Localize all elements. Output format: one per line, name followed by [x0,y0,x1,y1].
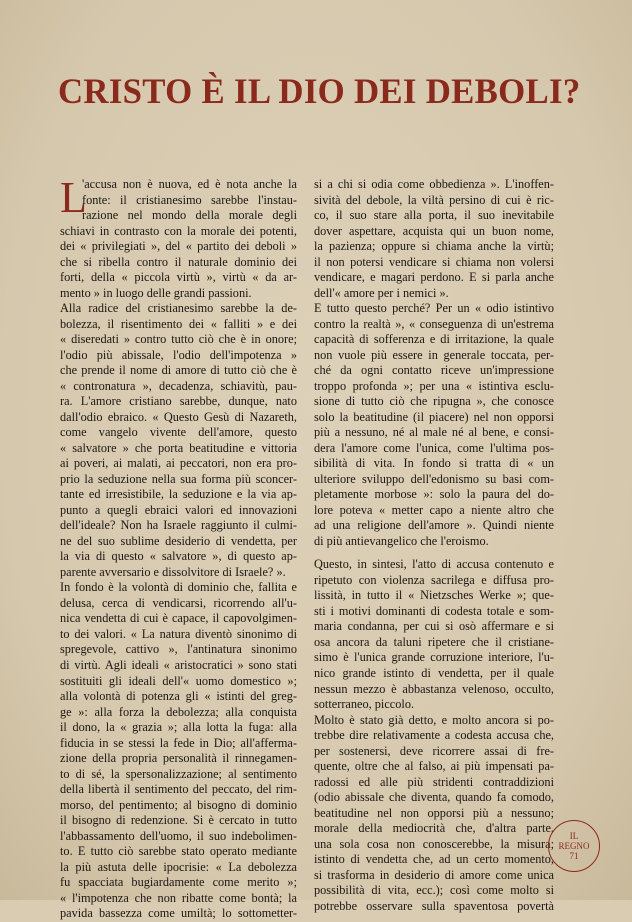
text-line: schiavi in contrasto con la morale dei potenti, [60,223,297,238]
text-line: sostituiti gli ideali dell'« uomo domestico »; [60,673,297,688]
text-line: sione di tutto ciò che ripugna », che conosce [314,394,554,409]
text-line: la via di questo « salvatore », di questo ap- [60,549,297,564]
text-line: simo è l'unica grande corruzione interiore, l'u- [314,650,554,665]
text-line: punto a quegli ebraici valori ed innovazioni [60,502,297,517]
text-line: la più astuta delle ipocrisie: « La debolezza [60,859,297,874]
text-line: possibilità di vita, ecc.); così come molto si [314,883,554,898]
page-number: 71 [569,851,579,861]
text-line: osa ancora da taluni ripetere che il cristiane- [314,634,554,649]
text-line: « l'impotenza che non ribatte come bontà; la [60,890,297,905]
drop-cap: L [60,173,87,222]
text-line: sibilità di vita. In fondo si tratta di « un [314,456,554,471]
text-line: troppo profonda »; per una « istintiva esclu- [314,378,554,393]
text-line: capacità di sofferenza e di irritazione, la quale [314,332,554,347]
text-line: E tutto questo perché? Per un « odio istintivo [314,301,554,316]
right-paragraph-2 [314,557,554,914]
text-line: fonte: il cristianesimo sarebbe l'instau- [82,192,297,207]
text-line: Alla radice del cristianesimo sarebbe la de- [60,301,297,316]
text-line: come vangelo vivente dell'amore, questo [60,425,297,440]
text-line: « salvatore » che porta beatitudine e vittoria [60,440,297,455]
text-line: lore poteva « metter capo a niente altro che [314,502,554,517]
text-line: 'accusa non è nuova, ed è nota anche la [82,177,297,191]
text-line: di più antievangelico che l'eroismo. [314,533,489,548]
text-line: che si ribella contro il naturale dominio dei [60,254,297,269]
text-line: il non potersi vendicare si chiama non volersi [314,254,554,269]
text-line: Molto è stato già detto, e molto ancora si po- [314,712,554,727]
text-line: di virtù. Agli ideali « aristocratici » sono stati [60,657,297,672]
text-line: Questo, in sintesi, l'atto di accusa contenuto e [314,557,554,572]
text-line: ra. L'amore cristiano sarebbe, dunque, nato [60,394,297,409]
text-line: (odio abissale che diventa, quando fa comodo, [314,790,554,805]
text-line: l'odio più abissale, l'odio dell'impotenza » [60,347,297,362]
text-line: ché da ogni contatto riceve un'impressione [314,363,554,378]
text-line: ge »: alla forza la debolezza; alla conquista [60,704,297,719]
text-line: alla volontà di potenza gli « istinti del greg- [60,689,297,704]
text-line: to di sé, la spersonalizzazione; al sentimento [60,766,297,781]
text-line: sti i motivi dominanti di codesta totale e som- [314,603,554,618]
text-line: ad una religione dell'amore ». Quindi niente [314,518,554,533]
text-line: della libertà il sentimento del peccato, del rim- [60,782,297,797]
text-line: l'abbassamento dell'uomo, il suo indebolimen- [60,828,297,843]
text-line: pletamente morbose »: solo la paura del do- [314,487,554,502]
text-line: delusa, cerca di vendicarsi, ricorrendo all'u- [60,595,297,610]
text-line: solo la beatitudine (il piacere) nel non opporsi [314,409,554,424]
text-line: beatitudine nel non opporsi più a nessuno; [314,805,554,820]
text-line: ne del suo sublime desiderio di vendetta, per [60,533,297,548]
text-line: parente avversario e dissolvitore di Israele? ». [60,564,286,579]
text-line: morale della mediocrità che, d'altra parte, [314,821,554,836]
text-line: ulteriore sviluppo dell'edonismo su basi com- [314,471,554,486]
text-line: « diseredati » contro tutto ciò che è in onore; [60,332,297,347]
text-line: ripetuto con violenza sacrilega e diffusa pro- [314,572,554,587]
text-line: prio la seduzione nella sua forma più sconcer- [60,471,297,486]
right-column [314,177,554,914]
text-line: istinto di vendetta che, ad un certo momento, [314,852,554,867]
text-line: che prende il nome di amore di tutto ciò che è [60,363,297,378]
text-line: trebbe dire relativamente a codesta accusa che, [314,728,554,743]
text-line: ai poveri, ai malati, ai peccatori, non era pro- [60,456,297,471]
text-line: In fondo è la volontà di dominio che, fallita e [60,580,297,595]
text-line: sività del debole, la viltà persino di cui è ric- [314,192,554,207]
badge-line-1: IL [569,831,579,841]
text-line: maria condanna, per cui si osò affermare e si [314,619,554,634]
text-line: per sostenersi, deve ricorrere assai di fre- [314,743,554,758]
text-line: il dono, la « grazia »; alla lotta la fuga: alla [60,720,297,735]
text-line: una sola cosa non conoscerebbe, la misura; [314,836,554,851]
text-line: fiducia in se stessi la fede in Dio; all'afferma- [60,735,297,750]
text-line: forti, della « piccola virtù », virtù « da ar- [60,270,297,285]
text-line: dover aspettare, acquista qui un buon nome, [314,223,554,238]
text-line: spregevole, cattivo », l'antinatura sinonimo [60,642,297,657]
text-line: quente, oltre che al falso, ai più impensati pa- [314,759,554,774]
text-line: il bisogno di redenzione. Si è cercato in tutto [60,813,297,828]
text-line: vendicare, e magari perdono. E si parla anche [314,270,554,285]
text-line: non vuole più essere in generale toccata, per- [314,347,554,362]
text-line: to. E tutto ciò sarebbe stato operato mediante [60,844,297,859]
text-line: dei « privilegiati », del « partito dei deboli » [60,239,297,254]
text-line: to dei valori. « La natura diventò sinonimo di [60,626,297,641]
text-line: nessun mezzo è abbastanza velenoso, occulto, [314,681,554,696]
text-line: sotterraneo, piccolo. [314,697,415,712]
text-line: tante ed irresistibile, la seduzione e la via ap- [60,487,297,502]
text-line: radossi ed alle più stridenti contraddizioni [314,774,554,789]
text-line: potrebbe osservare sulla spaventosa povertà [314,898,554,913]
article-title: CRISTO È IL DIO DEI DEBOLI? [58,71,581,111]
text-line: nico grande istinto di vendetta, per il quale [314,665,554,680]
text-line: zione della propria personalità il rinnegamen- [60,751,297,766]
text-line: nica vendetta di cui è capace, il capovolgimen- [60,611,297,626]
page-number-badge [548,820,600,872]
text-line: la pazienza; oppure si chiama anche la virtù; [314,239,554,254]
text-line: lissità, in tutto il « Nietzsches Werke »; que- [314,588,554,603]
text-line: bolezza, il risentimento dei « falliti » e dei [60,316,297,331]
badge-line-2: REGNO [558,841,590,851]
text-line: contro la realtà », « conseguenza di un'estrema [314,316,554,331]
text-line: « contronatura », decadenza, schiavitù, pau- [60,378,297,393]
right-paragraph-1 [314,177,554,549]
text-line: mento » in luogo delle grandi passioni. [60,285,252,300]
text-line: dall'odio ebraico. « Questo Gesù di Nazareth, [60,409,297,424]
text-line: dell'« amore per i nemici ». [314,285,449,300]
text-line: si a chi si odia come obbedienza ». L'inoffen- [314,177,554,191]
text-line: dell'ideale? Non ha Israele raggiunto il culmi- [60,518,297,533]
text-line: pavida bassezza come umiltà; lo sottometter- [60,906,297,921]
left-column [60,173,297,922]
text-line: più a nessuno, né al male né al bene, e consi- [314,425,554,440]
text-line: morso, del pentimento; al bisogno di dominio [60,797,297,812]
text-line: dera l'amore come l'unica, come l'ultima pos- [314,440,554,455]
text-line: si trasforma in desiderio di amore come unica [314,867,554,882]
text-line: fu spacciata bugiardamente come merito »; [60,875,297,890]
text-line: co, il suo stare alla porta, il suo inevitabile [314,208,554,223]
text-line: razione nel mondo della morale degli [82,208,297,223]
